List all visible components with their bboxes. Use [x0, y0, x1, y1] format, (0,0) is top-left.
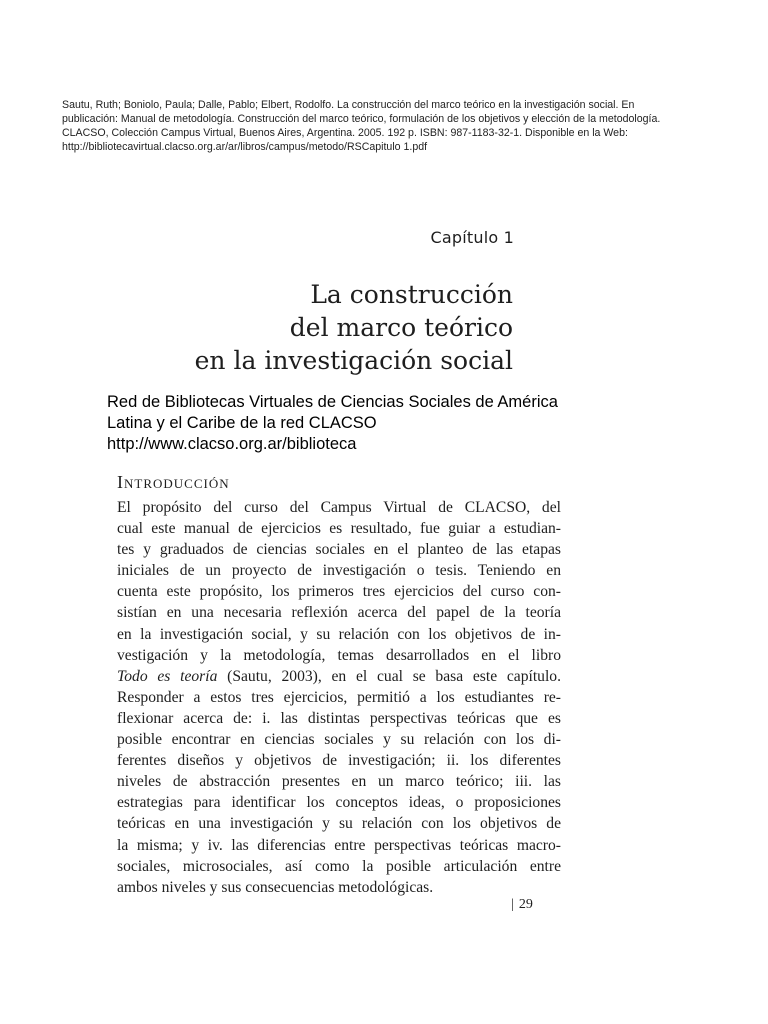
library-stamp	[107, 392, 558, 455]
body-line: Responder a estos tres ejercicios, permitió a los estudiantes re-	[117, 688, 561, 706]
body-line: teóricas en una investigación y su relación con los objetivos de	[117, 815, 561, 833]
body-line-with-book-title	[117, 666, 561, 687]
body-line: iniciales de un proyecto de investigación o tesis. Teniendo en	[117, 562, 561, 580]
chapter-title	[195, 278, 513, 377]
citation-line: Sautu, Ruth; Boniolo, Paula; Dalle, Pablo; Elbert, Rodolfo. La construcción del marco teórico en la investigación social. En	[62, 99, 635, 111]
citation-url[interactable]: http://bibliotecavirtual.clacso.org.ar/ar/libros/campus/metodo/RSCapitulo 1.pdf	[62, 141, 428, 153]
body-line: sociales, microsociales, así como la posible articulación entre	[117, 857, 561, 875]
body-line: la misma; y iv. las diferencias entre perspectivas teóricas macro-	[117, 836, 561, 854]
body-line: en la investigación social, y su relación con los objetivos de in-	[117, 625, 561, 643]
body-line: ferentes diseños y objetivos de investigación; ii. los diferentes	[117, 752, 561, 770]
stamp-line: Red de Bibliotecas Virtuales de Ciencias Sociales de América	[107, 393, 558, 411]
citation-line: publicación: Manual de metodología. Construcción del marco teórico, formulación de los objetivos y elección de la metodología.	[62, 113, 661, 125]
page-number-divider: |	[511, 897, 514, 912]
citation-block	[62, 98, 712, 154]
body-line: cual este manual de ejercicios es resultado, fue guiar a estudian-	[117, 520, 561, 538]
chapter-title-line: La construcción	[310, 280, 513, 309]
stamp-line: Latina y el Caribe de la red CLACSO	[107, 414, 377, 432]
body-line: estrategias para identificar los conceptos ideas, o proposiciones	[117, 794, 561, 812]
body-paragraph	[117, 497, 561, 898]
stamp-url[interactable]: http://www.clacso.org.ar/biblioteca	[107, 435, 357, 453]
body-line: posible encontrar en ciencias sociales y su relación con los di-	[117, 731, 561, 749]
body-line: sistían en una necesaria reflexión acerca del papel de la teoría	[117, 604, 561, 622]
body-line-rest: (Sautu, 2003), en el cual se basa este capítulo.	[227, 667, 562, 685]
page-number	[511, 897, 533, 913]
section-heading: Introducción	[117, 472, 230, 492]
body-line: niveles de abstracción presentes en un marco teórico; iii. las	[117, 773, 561, 791]
chapter-title-line: del marco teórico	[289, 313, 513, 342]
page-number-value: 29	[518, 897, 533, 912]
chapter-label: Capítulo 1	[430, 228, 514, 247]
chapter-title-line: en la investigación social	[194, 346, 513, 375]
body-line: vestigación y la metodología, temas desarrollados en el libro	[117, 646, 561, 664]
body-line: flexionar acerca de: i. las distintas perspectivas teóricas que es	[117, 709, 561, 727]
book-title: Todo es teoría	[117, 667, 218, 685]
citation-line: CLACSO, Colección Campus Virtual, Buenos Aires, Argentina. 2005. 192 p. ISBN: 987-1183-32-1. Disponible en la Web:	[62, 127, 628, 139]
body-line: ambos niveles y sus consecuencias metodológicas.	[117, 878, 434, 896]
body-line: cuenta este propósito, los primeros tres ejercicios del curso con-	[117, 583, 561, 601]
body-line: tes y graduados de ciencias sociales en el planteo de las etapas	[117, 541, 561, 559]
body-line: El propósito del curso del Campus Virtual de CLACSO, del	[117, 499, 561, 516]
